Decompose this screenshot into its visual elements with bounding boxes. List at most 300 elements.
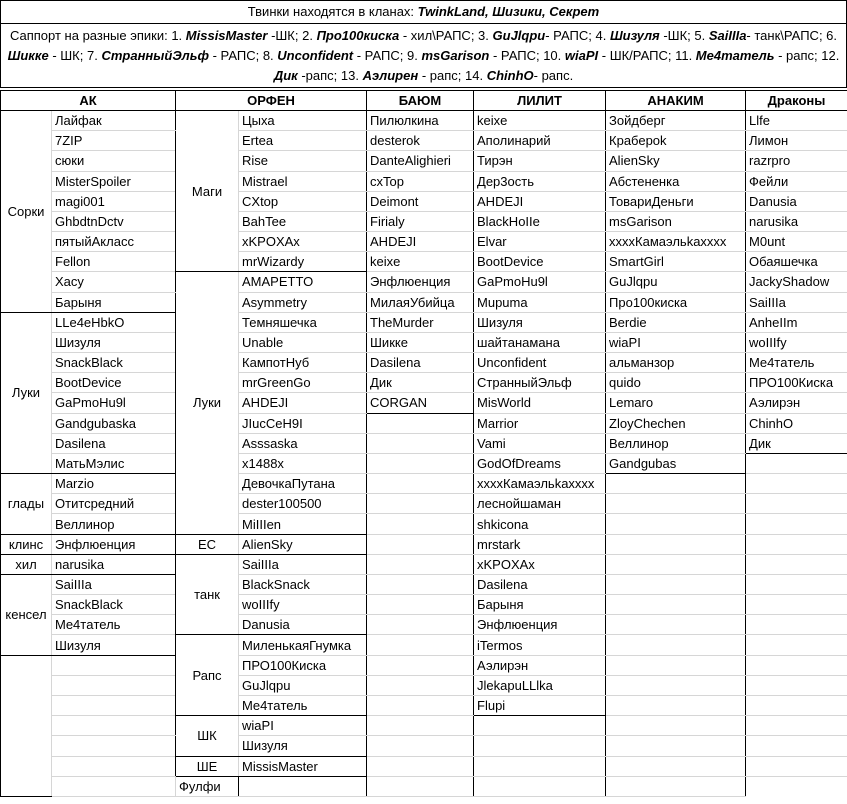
orfen-group-label: Луки (176, 272, 239, 534)
lilit-player: Аполинарий (474, 131, 606, 151)
baum-player (367, 534, 474, 554)
lilit-player: шайтанамана (474, 332, 606, 352)
ak-group-label: клинс (1, 534, 52, 554)
baum-player (367, 595, 474, 615)
lilit-player: Энфлюенция (474, 615, 606, 635)
ak-player (52, 655, 176, 675)
dragons-player (746, 635, 847, 655)
ak-player: МатьМэлис (52, 453, 176, 473)
support-num: 7. (86, 48, 102, 63)
dragons-player (606, 776, 746, 796)
table-row (1, 312, 847, 332)
ak-player: Gandgubaska (52, 413, 176, 433)
support-role: - рапс; (418, 68, 465, 83)
clans-prefix: Твинки находятся в кланах: (247, 4, 418, 19)
dragons-player (746, 595, 847, 615)
lilit-player: mrstark (474, 534, 606, 554)
baum-player (367, 635, 474, 655)
support-num: 12. (821, 48, 840, 63)
baum-player (367, 756, 474, 776)
ak-player: SaiIIIa (52, 574, 176, 594)
baum-player (367, 453, 474, 473)
orfen-player: Цыха (239, 111, 367, 131)
lilit-player: xxxxКамаэльkaxxxx (474, 474, 606, 494)
table-row (1, 695, 847, 715)
dragons-player (746, 695, 847, 715)
support-num: 10. (543, 48, 565, 63)
anakim-player: альманзор (606, 353, 746, 373)
baum-player: cxTop (367, 171, 474, 191)
column-header-dragons: Драконы (746, 91, 847, 111)
orfen-player: Asymmetry (239, 292, 367, 312)
anakim-player (606, 675, 746, 695)
baum-player: Энфлюенция (367, 272, 474, 292)
dragons-player: ChinhO (746, 413, 847, 433)
anakim-player (606, 695, 746, 715)
baum-player (367, 655, 474, 675)
orfen-player: GuJlqpu (239, 675, 367, 695)
column-header-lilit: ЛИЛИТ (474, 91, 606, 111)
support-name: wiaPI (564, 48, 599, 63)
dragons-player (746, 574, 847, 594)
table-row (1, 111, 847, 131)
orfen-player: AHDEJI (239, 393, 367, 413)
clans-header (0, 0, 847, 24)
lilit-player: shkicona (474, 514, 606, 534)
ak-player: сюки (52, 151, 176, 171)
column-header-baum: БАЮМ (367, 91, 474, 111)
ak-player: SnackBlack (52, 595, 176, 615)
support-name: СтранныйЭльф (101, 48, 209, 63)
support-num: 11. (675, 48, 696, 63)
baum-player: TheMurder (367, 312, 474, 332)
orfen-group-label: Рапс (176, 635, 239, 716)
lilit-player (367, 776, 474, 796)
table-row (1, 776, 847, 796)
ak-player: LLe4eHbkO (52, 312, 176, 332)
ak-group-label: глады (1, 474, 52, 535)
dragons-player: JackyShadow (746, 272, 847, 292)
orfen-player: Шизуля (239, 736, 367, 756)
table-row (1, 413, 847, 433)
lilit-player: Unconfident (474, 353, 606, 373)
support-num: 2. (302, 28, 317, 43)
table-row (1, 353, 847, 373)
support-name: Аэлирен (362, 68, 419, 83)
lilit-player: Marrior (474, 413, 606, 433)
orfen-player: AMAPETTO (239, 272, 367, 292)
ak-group-label: Луки (1, 312, 52, 473)
dragons-player: Дик (746, 433, 847, 453)
table-row (1, 494, 847, 514)
support-num: 9. (406, 48, 422, 63)
orfen-player: Mistrael (239, 171, 367, 191)
lilit-player: Барыня (474, 595, 606, 615)
orfen-player: Ertea (239, 131, 367, 151)
support-role: - рапс. (533, 68, 574, 83)
ak-group-label: кенсел (1, 574, 52, 655)
anakim-player: quido (606, 373, 746, 393)
lilit-player: iTermos (474, 635, 606, 655)
orfen-player: MissisMaster (239, 756, 367, 776)
support-num: 13. (340, 68, 363, 83)
anakim-player (606, 474, 746, 494)
support-name: Шикке (7, 48, 49, 63)
anakim-player (606, 716, 746, 736)
anakim-player: ZloyChechen (606, 413, 746, 433)
orfen-player: x1488x (239, 453, 367, 473)
lilit-player: леснойшаман (474, 494, 606, 514)
lilit-player: Тирэн (474, 151, 606, 171)
orfen-player: Danusia (239, 615, 367, 635)
ak-player: Fellon (52, 252, 176, 272)
orfen-player: mrWizardy (239, 252, 367, 272)
column-header-ak: АК (1, 91, 176, 111)
table-row (1, 373, 847, 393)
lilit-player: Elvar (474, 232, 606, 252)
dragons-player (746, 756, 847, 776)
support-role: -ШК; (267, 28, 303, 43)
orfen-group-label: ШК (176, 716, 239, 756)
ak-player: GaPmoHu9l (52, 393, 176, 413)
lilit-player (474, 716, 606, 736)
dragons-player: Обаяшечка (746, 252, 847, 272)
orfen-group-label: ЕС (176, 534, 239, 554)
baum-player (367, 716, 474, 736)
baum-player (367, 474, 474, 494)
lilit-player: BootDevice (474, 252, 606, 272)
dragons-player (746, 554, 847, 574)
ak-player: Me4тaтель (52, 615, 176, 635)
anakim-player (606, 595, 746, 615)
ak-player (52, 756, 176, 776)
table-row (1, 655, 847, 675)
ak-player: Marzio (52, 474, 176, 494)
baum-player (367, 675, 474, 695)
table-row (1, 131, 847, 151)
ak-player: Веллинор (52, 514, 176, 534)
ak-player (52, 675, 176, 695)
anakim-player (606, 494, 746, 514)
ak-player: Шизуля (52, 635, 176, 655)
anakim-player: SmartGirl (606, 252, 746, 272)
dragons-player (746, 453, 847, 473)
orfen-player: Темняшечка (239, 312, 367, 332)
orfen-player: МиленькаяГнумка (239, 635, 367, 655)
lilit-player: MisWorld (474, 393, 606, 413)
anakim-player: Lemaro (606, 393, 746, 413)
baum-player: keixe (367, 252, 474, 272)
table-row (1, 554, 847, 574)
column-header-orfen: ОРФЕН (176, 91, 367, 111)
ak-player (52, 716, 176, 736)
support-num: 6. (826, 28, 838, 43)
anakim-player: Зойдберг (606, 111, 746, 131)
dragons-player (746, 736, 847, 756)
support-header (0, 24, 847, 88)
baum-player (367, 413, 474, 433)
orfen-player: BlackSnack (239, 574, 367, 594)
table-row (1, 272, 847, 292)
support-role: - танк\РАПС; (746, 28, 827, 43)
orfen-player: mrGreenGo (239, 373, 367, 393)
table-row (1, 736, 847, 756)
table-row (1, 232, 847, 252)
baum-player: CORGAN (367, 393, 474, 413)
support-prefix: Саппорт на разные эпики: (9, 28, 172, 43)
baum-player: Firialy (367, 211, 474, 231)
lilit-player: СтранныйЭльф (474, 373, 606, 393)
column-header-anakim: АНАКИМ (606, 91, 746, 111)
dragons-player (746, 716, 847, 736)
lilit-player: JlekapuLLlka (474, 675, 606, 695)
ak-player: Dasilena (52, 433, 176, 453)
ak-player: MisterSpoiler (52, 171, 176, 191)
lilit-player: Аэлирэн (474, 655, 606, 675)
baum-player: desterok (367, 131, 474, 151)
anakim-player (606, 534, 746, 554)
anakim-player (606, 635, 746, 655)
dragons-player: ПРО100Киска (746, 373, 847, 393)
ak-player (52, 776, 176, 796)
baum-player (367, 494, 474, 514)
support-name: SaiIIIa (708, 28, 747, 43)
table-row (1, 716, 847, 736)
ak-player: SnackBlack (52, 353, 176, 373)
support-num: 14. (465, 68, 487, 83)
clans-list: TwinkLand, Шизики, Секрет (417, 4, 600, 19)
support-role: - РАПС; (208, 48, 263, 63)
lilit-player: xKPOXAx (474, 554, 606, 574)
orfen-player: JIucCeH9I (239, 413, 367, 433)
orfen-player: wiaPI (239, 716, 367, 736)
baum-player: МилаяУбийца (367, 292, 474, 312)
support-num: 3. (478, 28, 493, 43)
anakim-player: AlienSky (606, 151, 746, 171)
ak-group-label: хил (1, 554, 52, 574)
table-row (1, 574, 847, 594)
anakim-player (606, 655, 746, 675)
anakim-player (606, 615, 746, 635)
anakim-player: Краберok (606, 131, 746, 151)
ak-group-label: Сорки (1, 111, 52, 313)
baum-player (367, 433, 474, 453)
lilit-player: Vami (474, 433, 606, 453)
table-row (1, 534, 847, 554)
lilit-player: BlackHoIIe (474, 211, 606, 231)
dragons-player (746, 534, 847, 554)
support-role: -рапс; (297, 68, 341, 83)
orfen-group-label: танк (176, 554, 239, 635)
baum-player: Дик (367, 373, 474, 393)
support-num: 4. (595, 28, 610, 43)
table-row (1, 332, 847, 352)
support-name: ChinhO (486, 68, 534, 83)
dragons-player: woIIIfy (746, 332, 847, 352)
dragons-player (746, 655, 847, 675)
lilit-player: Mupuma (474, 292, 606, 312)
orfen-player: AlienSky (239, 534, 367, 554)
lilit-player: keixe (474, 111, 606, 131)
dragons-player: narusika (746, 211, 847, 231)
orfen-player: dester100500 (239, 494, 367, 514)
ak-player (52, 736, 176, 756)
lilit-player: Дер3ость (474, 171, 606, 191)
support-role: - РАПС; (353, 48, 407, 63)
support-role: - РАПС; (545, 28, 596, 43)
table-row (1, 211, 847, 231)
anakim-player: ТовариДеньги (606, 191, 746, 211)
dragons-player: Лимон (746, 131, 847, 151)
orfen-player: CXtop (239, 191, 367, 211)
dragons-player: M0unt (746, 232, 847, 252)
lilit-player: GodOfDreams (474, 453, 606, 473)
ak-player: narusika (52, 554, 176, 574)
anakim-player: Веллинор (606, 433, 746, 453)
table-row (1, 453, 847, 473)
table-row (1, 191, 847, 211)
anakim-player (606, 756, 746, 776)
table-row (1, 756, 847, 776)
support-name: MissisMaster (185, 28, 268, 43)
ak-group-label (1, 655, 52, 796)
support-role: - рапс; (774, 48, 822, 63)
orfen-player: Rise (239, 151, 367, 171)
support-role: - РАПС; (489, 48, 544, 63)
baum-player: Шикке (367, 332, 474, 352)
orfen-player: Me4тaтель (239, 695, 367, 715)
baum-player (367, 695, 474, 715)
ak-player: Хасу (52, 272, 176, 292)
orfen-player: ДевочкаПутана (239, 474, 367, 494)
support-num: 5. (694, 28, 709, 43)
anakim-player: Berdie (606, 312, 746, 332)
dragons-player: SaiIIIa (746, 292, 847, 312)
table-row (1, 615, 847, 635)
support-name: Шизуля (609, 28, 660, 43)
support-name: Про100киска (316, 28, 400, 43)
ak-player: magi001 (52, 191, 176, 211)
dragons-player (746, 514, 847, 534)
ak-player: GhbdtnDctv (52, 211, 176, 231)
baum-player: DanteAlighieri (367, 151, 474, 171)
support-num: 8. (262, 48, 278, 63)
dragons-player (746, 675, 847, 695)
lilit-player (474, 756, 606, 776)
table-row (1, 292, 847, 312)
baum-player (367, 554, 474, 574)
orfen-player: MiIIIen (239, 514, 367, 534)
orfen-player: КампотНуб (239, 353, 367, 373)
dragons-player: AnheIIm (746, 312, 847, 332)
table-row (1, 675, 847, 695)
lilit-player: Flupi (474, 695, 606, 715)
dragons-player (746, 474, 847, 494)
support-role: -ШК; (659, 28, 695, 43)
baum-player (367, 514, 474, 534)
ak-player: Барыня (52, 292, 176, 312)
support-role: - ШК/РАПС; (598, 48, 676, 63)
anakim-player: Про100киска (606, 292, 746, 312)
anakim-player: wiaPI (606, 332, 746, 352)
dragons-player (746, 615, 847, 635)
support-num: 1. (171, 28, 186, 43)
lilit-player: GaPmoHu9l (474, 272, 606, 292)
support-role: - ШК; (48, 48, 87, 63)
anakim-player (606, 514, 746, 534)
baum-player: AHDEJI (367, 232, 474, 252)
orfen-group-label: ШЕ (176, 756, 239, 776)
anakim-player (606, 736, 746, 756)
orfen-group-label: Маги (176, 111, 239, 272)
orfen-player: ПРО100Киска (239, 655, 367, 675)
ak-player (52, 695, 176, 715)
table-row (1, 514, 847, 534)
dragons-player (746, 494, 847, 514)
orfen-player: xKPOXAx (239, 232, 367, 252)
table-row (1, 433, 847, 453)
ak-player: BootDevice (52, 373, 176, 393)
orfen-player: Asssaska (239, 433, 367, 453)
anakim-player (474, 776, 606, 796)
baum-player: Deimont (367, 191, 474, 211)
table-row (1, 474, 847, 494)
dragons-player: Danusia (746, 191, 847, 211)
ak-player: 7ZIP (52, 131, 176, 151)
anakim-player (606, 554, 746, 574)
anakim-player: Gandgubas (606, 453, 746, 473)
dragons-player: Аэлирэн (746, 393, 847, 413)
table-row (1, 393, 847, 413)
dragons-player: Me4тaтель (746, 353, 847, 373)
support-name: Unconfident (277, 48, 354, 63)
anakim-player: GuJlqpu (606, 272, 746, 292)
anakim-player (606, 574, 746, 594)
orfen-player: woIIIfy (239, 595, 367, 615)
support-role: - хил\РАПС; (399, 28, 479, 43)
support-name: GuJlqpu (492, 28, 546, 43)
table-row (1, 151, 847, 171)
ak-player: Шизуля (52, 332, 176, 352)
support-name: Me4mameль (695, 48, 775, 63)
ak-player: Лайфак (52, 111, 176, 131)
lilit-player (474, 736, 606, 756)
anakim-player: Абстененка (606, 171, 746, 191)
orfen-player: Unable (239, 332, 367, 352)
orfen-player: BahTee (239, 211, 367, 231)
lilit-player: AHDEJI (474, 191, 606, 211)
orfen-player: Фулфи (176, 776, 239, 796)
orfen-player: SaiIIIa (239, 554, 367, 574)
table-row (1, 171, 847, 191)
support-name: msGarison (421, 48, 490, 63)
table-row (1, 635, 847, 655)
lilit-player: Dasilena (474, 574, 606, 594)
baum-player: Пилюлкина (367, 111, 474, 131)
dragons-player: Фейли (746, 171, 847, 191)
ak-player: Энфлюенция (52, 534, 176, 554)
baum-player (367, 574, 474, 594)
anakim-player: msGarison (606, 211, 746, 231)
anakim-player: xxxxКамаэльkaxxxx (606, 232, 746, 252)
table-row (1, 252, 847, 272)
ak-player: Отитсредний (52, 494, 176, 514)
baum-player (239, 776, 367, 796)
dragons-player: razrpro (746, 151, 847, 171)
ak-player: пятыйАкласс (52, 232, 176, 252)
baum-player (367, 615, 474, 635)
lilit-player: Шизуля (474, 312, 606, 332)
